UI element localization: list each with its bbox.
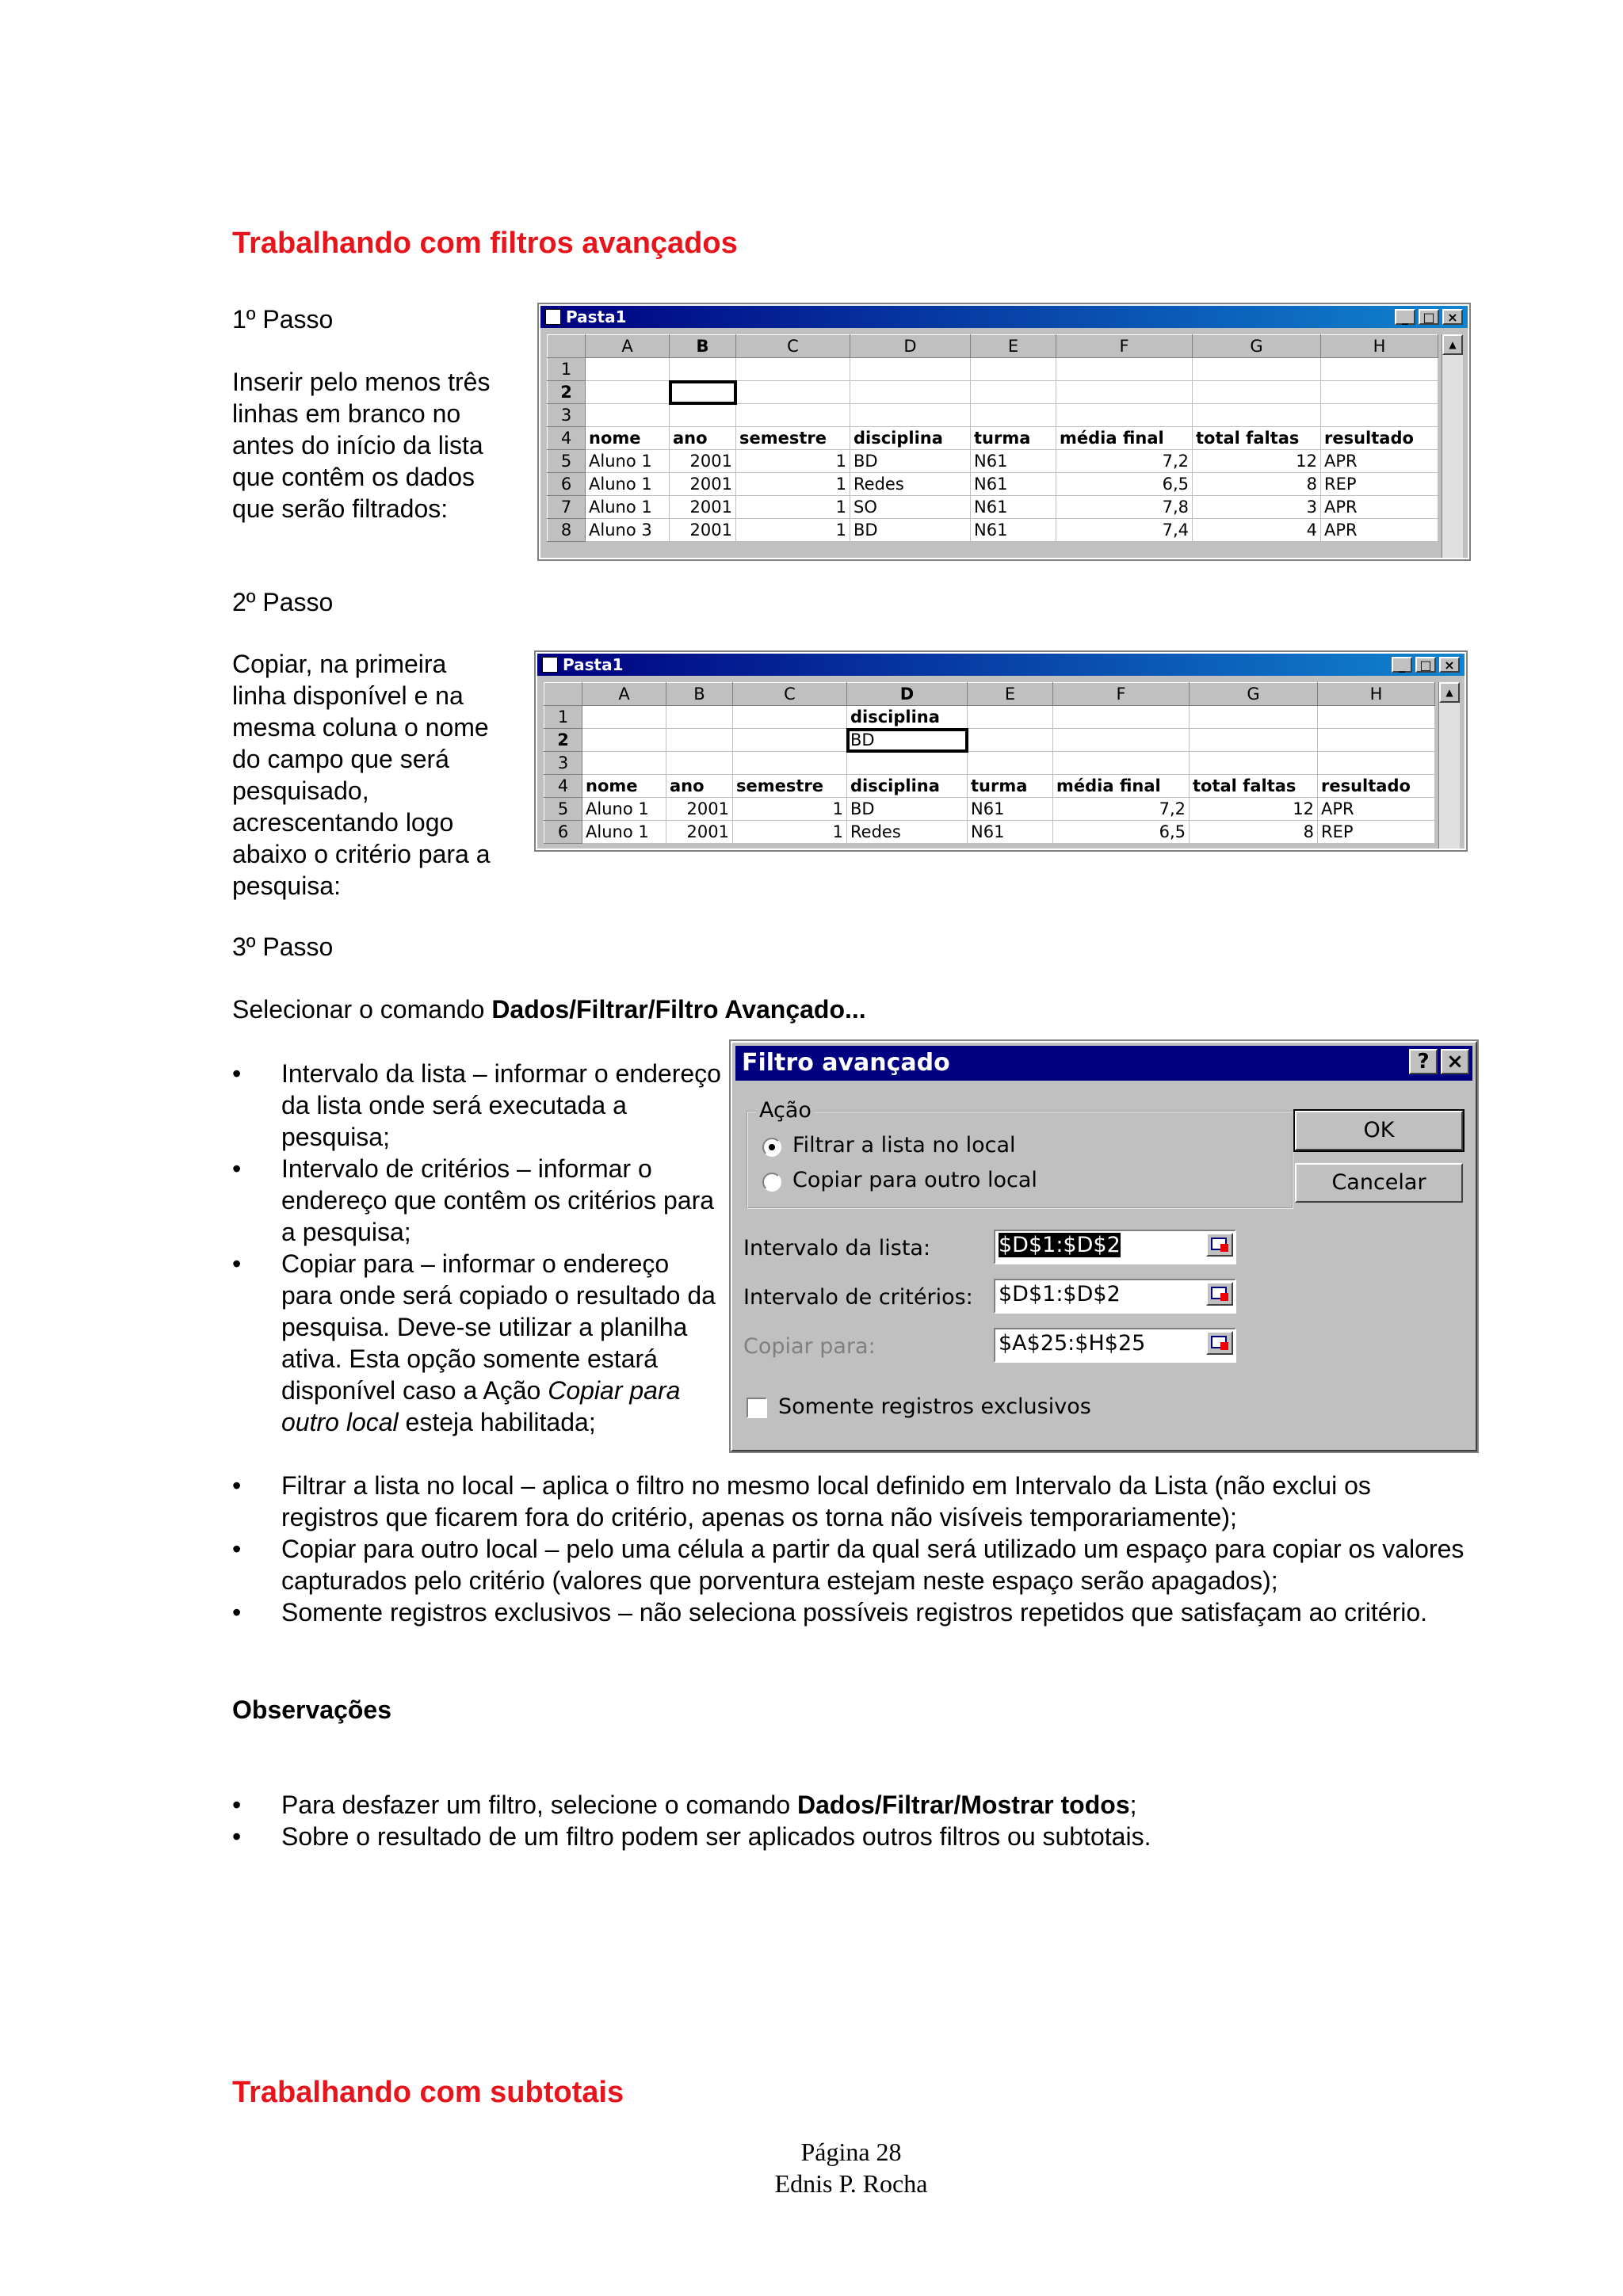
cell[interactable]: Aluno 1 (586, 473, 670, 496)
header-cell[interactable]: ano (670, 427, 736, 450)
row-header[interactable]: 2 (544, 729, 582, 752)
row-header[interactable]: 6 (544, 821, 582, 844)
step1-label: 1º Passo (232, 305, 334, 334)
advanced-filter-dialog (731, 1041, 1477, 1451)
observations-list (232, 1789, 1468, 1852)
list-item: • Intervalo de critérios – informar o endereço que contêm os critérios para a pesquisa; (232, 1153, 724, 1248)
spreadsheet-grid-2 (544, 682, 1435, 844)
cell[interactable] (1193, 381, 1321, 404)
cell[interactable]: 12 (1193, 450, 1321, 473)
cell[interactable]: 6,5 (1053, 821, 1190, 844)
cell[interactable]: N61 (968, 821, 1053, 844)
cell[interactable] (733, 706, 847, 729)
cell[interactable]: APR (1321, 496, 1438, 519)
row-header[interactable]: 1 (548, 358, 586, 381)
spreadsheet-window-1 (539, 304, 1469, 559)
header-cell[interactable]: turma (971, 427, 1056, 450)
spreadsheet-title: Pasta1 (563, 655, 624, 674)
options-list (232, 1058, 724, 1438)
cell[interactable]: 3 (1193, 496, 1321, 519)
list-item: • Sobre o resultado de um filtro podem ser aplicados outros filtros ou subtotais. (232, 1821, 1468, 1852)
ok-button[interactable]: OK (1295, 1111, 1463, 1150)
cell[interactable] (971, 381, 1056, 404)
collapse-dialog-icon[interactable] (1206, 1331, 1233, 1355)
cell[interactable]: 1 (736, 519, 850, 542)
radio-filter-label[interactable]: Filtrar a lista no local (792, 1133, 1016, 1158)
cell[interactable]: 7,2 (1053, 798, 1190, 821)
column-header[interactable]: B (670, 335, 736, 358)
column-header[interactable]: C (736, 335, 850, 358)
copy-to-input[interactable] (994, 1328, 1236, 1363)
cell[interactable] (971, 404, 1056, 427)
column-header[interactable]: D (847, 683, 968, 706)
collapse-dialog-icon[interactable] (1206, 1233, 1233, 1257)
spreadsheet-titlebar (537, 654, 1465, 676)
author: Ednis P. Rocha (774, 2169, 928, 2198)
cell[interactable]: N61 (971, 450, 1056, 473)
cell[interactable] (736, 358, 850, 381)
cell[interactable] (850, 404, 971, 427)
cell[interactable]: Aluno 1 (586, 496, 670, 519)
unique-records-label[interactable]: Somente registros exclusivos (778, 1394, 1091, 1419)
cell[interactable]: 2001 (670, 519, 736, 542)
cell[interactable] (666, 706, 733, 729)
cell[interactable]: Aluno 1 (582, 798, 666, 821)
maximize-icon[interactable]: □ (1419, 309, 1439, 325)
column-header[interactable]: A (582, 683, 666, 706)
column-header[interactable]: G (1193, 335, 1321, 358)
step3-prefix: Selecionar o comando (232, 995, 492, 1024)
cell[interactable]: 1 (736, 473, 850, 496)
dialog-title: Filtro avançado (742, 1049, 950, 1077)
list-item (232, 1789, 1468, 1821)
cell[interactable]: Aluno 1 (586, 450, 670, 473)
cell[interactable] (666, 729, 733, 752)
row-header[interactable]: 6 (548, 473, 586, 496)
cell[interactable]: 2001 (670, 496, 736, 519)
row-header[interactable]: 7 (548, 496, 586, 519)
row-header[interactable]: 1 (544, 706, 582, 729)
column-header[interactable]: F (1056, 335, 1193, 358)
header-cell[interactable]: semestre (733, 775, 847, 798)
cell[interactable] (847, 752, 968, 775)
copy-text: Copiar para – informar o endereço para onde será copiado o resultado da pesquisa. Deve-se utilizar a planilha ativa. Esta opção somente estará disponível caso a Ação (281, 1249, 716, 1405)
observations-title: Observações (232, 1695, 392, 1724)
cell[interactable] (968, 729, 1053, 752)
cell[interactable]: Aluno 3 (586, 519, 670, 542)
header-cell[interactable]: ano (666, 775, 733, 798)
cell[interactable]: APR (1321, 519, 1438, 542)
cell[interactable] (1053, 752, 1190, 775)
cell[interactable]: 1 (736, 450, 850, 473)
action-group (747, 1111, 1293, 1209)
cell[interactable]: 1 (733, 821, 847, 844)
cell[interactable] (1053, 706, 1190, 729)
cell[interactable]: N61 (971, 519, 1056, 542)
row-header[interactable]: 8 (548, 519, 586, 542)
cell[interactable] (1056, 404, 1193, 427)
cell[interactable]: N61 (971, 496, 1056, 519)
row-header[interactable]: 2 (548, 381, 586, 404)
obs1-prefix: Para desfazer um filtro, selecione o comando (281, 1791, 797, 1819)
maximize-icon[interactable]: □ (1415, 657, 1436, 673)
options-list-2 (232, 1470, 1468, 1628)
row-header[interactable]: 5 (548, 450, 586, 473)
cell[interactable]: 7,8 (1056, 496, 1193, 519)
cell[interactable]: N61 (968, 798, 1053, 821)
cell[interactable] (971, 358, 1056, 381)
section-title-filtros: Trabalhando com filtros avançados (232, 227, 738, 260)
minimize-icon[interactable]: _ (1392, 657, 1412, 673)
cell[interactable]: 8 (1190, 821, 1318, 844)
header-cell[interactable]: total faltas (1193, 427, 1321, 450)
cell[interactable]: APR (1318, 798, 1435, 821)
page-number: Página 28 (800, 2138, 902, 2166)
row-header[interactable]: 4 (548, 427, 586, 450)
cell[interactable] (1190, 752, 1318, 775)
column-header[interactable]: D (850, 335, 971, 358)
header-cell[interactable]: total faltas (1190, 775, 1318, 798)
obs1-suffix: ; (1129, 1791, 1137, 1819)
minimize-icon[interactable]: _ (1395, 309, 1415, 325)
criteria-range-label: Intervalo de critérios: (743, 1285, 973, 1310)
list-item (232, 1248, 724, 1438)
cell[interactable]: 2001 (670, 473, 736, 496)
header-cell[interactable]: turma (968, 775, 1053, 798)
column-header[interactable]: B (666, 683, 733, 706)
cell[interactable]: APR (1321, 450, 1438, 473)
step3-label: 3º Passo (232, 933, 334, 961)
row-header[interactable]: 3 (544, 752, 582, 775)
cell[interactable]: REP (1321, 473, 1438, 496)
scroll-up-icon[interactable]: ▲ (1439, 682, 1460, 703)
criteria-range-input[interactable] (994, 1279, 1236, 1314)
dialog-titlebar (735, 1046, 1472, 1081)
step2-text: Copiar, na primeira linha disponível e na mesma coluna o nome do campo que será pesquisado, acrescentando logo abaixo o critério para a pesquisa: (232, 650, 491, 900)
active-cell[interactable] (670, 381, 736, 404)
step1-text: Inserir pelo menos três linhas em branco no antes do início da lista que contêm os dados que serão filtrados: (232, 368, 491, 523)
list-item: • Somente registros exclusivos – não seleciona possíveis registros repetidos que satisfaçam ao critério. (232, 1596, 1468, 1628)
cell[interactable] (1053, 729, 1190, 752)
list-range-label: Intervalo da lista: (743, 1236, 931, 1261)
vertical-scrollbar[interactable] (1438, 682, 1460, 849)
list-range-value: $D$1:$D$2 (999, 1233, 1121, 1257)
scroll-up-icon[interactable]: ▲ (1442, 334, 1463, 355)
action-group-label: Ação (756, 1098, 815, 1123)
copy-to-value: $A$25:$H$25 (999, 1331, 1146, 1356)
section-title-subtotais: Trabalhando com subtotais (232, 2076, 624, 2109)
cell[interactable] (736, 404, 850, 427)
cell[interactable]: 1 (736, 496, 850, 519)
header-cell[interactable]: disciplina (847, 775, 968, 798)
criteria-value-cell[interactable]: BD (847, 729, 968, 752)
cell[interactable] (582, 729, 666, 752)
cell[interactable] (1190, 706, 1318, 729)
row-header[interactable]: 3 (548, 404, 586, 427)
cell[interactable] (1056, 358, 1193, 381)
column-header[interactable]: A (586, 335, 670, 358)
copy-italic: Copiar para outro local (281, 1376, 681, 1436)
column-header[interactable]: E (968, 683, 1053, 706)
header-cell[interactable]: disciplina (850, 427, 971, 450)
list-item: • Filtrar a lista no local – aplica o filtro no mesmo local definido em Intervalo da Lista (não exclui os registros que ficarem fora do critério, apenas os torna não visíveis temporariamente); (232, 1470, 1468, 1533)
cell[interactable] (586, 358, 670, 381)
column-header[interactable]: G (1190, 683, 1318, 706)
cell[interactable] (850, 358, 971, 381)
cell[interactable]: 2001 (666, 821, 733, 844)
cell[interactable]: 2001 (666, 798, 733, 821)
column-header[interactable]: C (733, 683, 847, 706)
collapse-dialog-icon[interactable] (1206, 1282, 1233, 1306)
help-icon[interactable]: ? (1409, 1049, 1438, 1074)
header-cell[interactable]: média final (1053, 775, 1190, 798)
cell[interactable] (733, 729, 847, 752)
cell[interactable]: Redes (847, 821, 968, 844)
header-cell[interactable]: nome (586, 427, 670, 450)
column-header[interactable]: H (1321, 335, 1438, 358)
cell[interactable] (1321, 381, 1438, 404)
close-icon[interactable]: × (1442, 309, 1463, 325)
cell[interactable]: 4 (1193, 519, 1321, 542)
cell[interactable] (850, 381, 971, 404)
cell[interactable]: 8 (1193, 473, 1321, 496)
cell[interactable] (582, 706, 666, 729)
cell[interactable]: 7,4 (1056, 519, 1193, 542)
cell[interactable]: BD (850, 450, 971, 473)
cell[interactable]: 2001 (670, 450, 736, 473)
cell[interactable] (582, 752, 666, 775)
header-cell[interactable]: resultado (1318, 775, 1435, 798)
cell[interactable] (1056, 381, 1193, 404)
step2-label: 2º Passo (232, 588, 334, 616)
cell[interactable] (1193, 404, 1321, 427)
cell[interactable] (1190, 729, 1318, 752)
step3-text (232, 994, 866, 1025)
obs1-command: Dados/Filtrar/Mostrar todos (797, 1791, 1130, 1819)
cell[interactable] (670, 358, 736, 381)
close-icon[interactable]: × (1439, 657, 1460, 673)
header-cell[interactable]: nome (582, 775, 666, 798)
spreadsheet-window-2 (536, 652, 1466, 850)
header-cell[interactable]: média final (1056, 427, 1193, 450)
spreadsheet-title: Pasta1 (566, 307, 627, 326)
unique-records-checkbox[interactable] (747, 1398, 767, 1418)
cell[interactable] (586, 404, 670, 427)
spreadsheet-grid-1 (547, 334, 1438, 542)
header-cell[interactable]: resultado (1321, 427, 1438, 450)
cell[interactable]: 6,5 (1056, 473, 1193, 496)
criteria-header-cell[interactable]: disciplina (847, 706, 968, 729)
copy-suffix: esteja habilitada; (398, 1408, 596, 1436)
cell[interactable] (968, 752, 1053, 775)
cell[interactable] (1318, 729, 1435, 752)
header-cell[interactable]: semestre (736, 427, 850, 450)
cell[interactable]: N61 (971, 473, 1056, 496)
cell[interactable] (670, 404, 736, 427)
cell[interactable]: 1 (733, 798, 847, 821)
vertical-scrollbar[interactable] (1442, 334, 1463, 558)
cell[interactable]: Redes (850, 473, 971, 496)
list-item: • Copiar para outro local – pelo uma célula a partir da qual será utilizado um espaço para copiar os valores capturados pelo critério (valores que porventura estejam neste espaço serão apagados); (232, 1533, 1468, 1596)
cell[interactable] (586, 381, 670, 404)
step3-command: Dados/Filtrar/Filtro Avançado... (491, 995, 866, 1024)
close-icon[interactable]: × (1441, 1049, 1469, 1074)
row-header[interactable]: 4 (544, 775, 582, 798)
column-header[interactable]: E (971, 335, 1056, 358)
cell[interactable] (1321, 358, 1438, 381)
copy-to-label: Copiar para: (743, 1334, 876, 1359)
cell[interactable]: REP (1318, 821, 1435, 844)
cell[interactable]: 7,2 (1056, 450, 1193, 473)
cell[interactable]: Aluno 1 (582, 821, 666, 844)
cell[interactable]: SO (850, 496, 971, 519)
cell[interactable] (736, 381, 850, 404)
cell[interactable] (666, 752, 733, 775)
cell[interactable] (1193, 358, 1321, 381)
criteria-range-value: $D$1:$D$2 (999, 1282, 1121, 1306)
radio-copy-to[interactable] (762, 1173, 781, 1192)
cell[interactable] (733, 752, 847, 775)
column-header[interactable]: F (1053, 683, 1190, 706)
cell[interactable] (1318, 752, 1435, 775)
row-header[interactable]: 5 (544, 798, 582, 821)
cell[interactable] (1321, 404, 1438, 427)
cell[interactable]: BD (850, 519, 971, 542)
cell[interactable]: BD (847, 798, 968, 821)
excel-icon (542, 657, 558, 673)
column-header[interactable]: H (1318, 683, 1435, 706)
spreadsheet-titlebar (540, 306, 1468, 328)
radio-copy-label[interactable]: Copiar para outro local (792, 1168, 1037, 1192)
cell[interactable] (968, 706, 1053, 729)
list-item: • Intervalo da lista – informar o endereço da lista onde será executada a pesquisa; (232, 1058, 724, 1153)
excel-icon (545, 309, 561, 325)
cancel-button[interactable]: Cancelar (1295, 1163, 1463, 1203)
list-range-input[interactable] (994, 1230, 1236, 1264)
cell[interactable]: 12 (1190, 798, 1318, 821)
cell[interactable] (1318, 706, 1435, 729)
radio-filter-in-place[interactable] (762, 1138, 781, 1157)
